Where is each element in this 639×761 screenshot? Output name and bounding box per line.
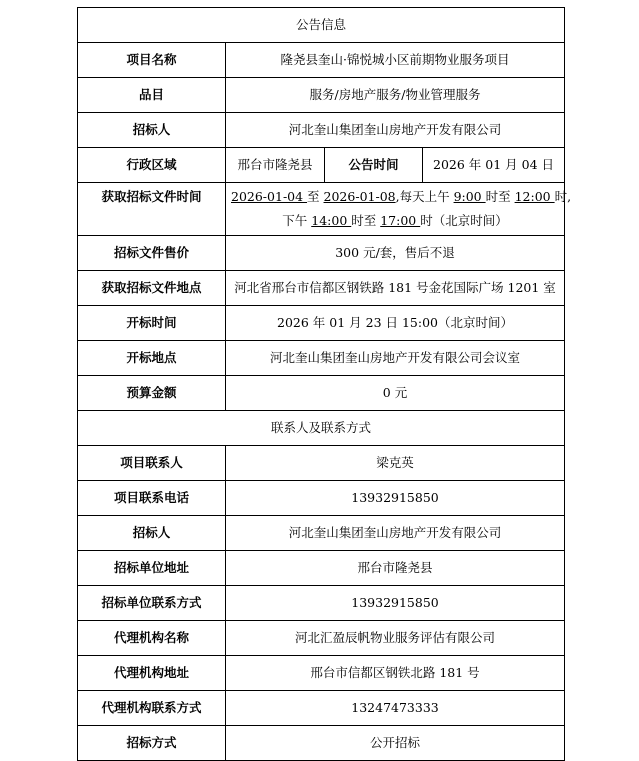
open-place-value: 河北奎山集团奎山房地产开发有限公司会议室 — [226, 341, 565, 376]
contact-row — [78, 726, 565, 761]
contact-value: 邢台市隆尧县 — [226, 551, 565, 586]
text: 时, — [554, 189, 572, 204]
doc-place-label: 获取招标文件地点 — [78, 271, 226, 306]
tenderer-label: 招标人 — [78, 113, 226, 148]
project-name-value: 隆尧县奎山·锦悦城小区前期物业服务项目 — [226, 43, 565, 78]
pm-start: 14:00 — [311, 213, 352, 228]
doc-time-value — [226, 183, 572, 236]
text: 时至 — [485, 189, 515, 204]
table-row — [78, 341, 565, 376]
contact-value: 河北奎山集团奎山房地产开发有限公司 — [226, 516, 565, 551]
table-row — [78, 113, 565, 148]
announce-date-label: 公告时间 — [325, 148, 423, 183]
contact-label: 招标单位地址 — [78, 551, 226, 586]
budget-value: 0 元 — [226, 376, 565, 411]
contact-row — [78, 691, 565, 726]
contact-value: 河北汇盈辰帆物业服务评估有限公司 — [226, 621, 565, 656]
am-start: 9:00 — [453, 189, 486, 204]
contact-label: 项目联系人 — [78, 446, 226, 481]
open-time-label: 开标时间 — [78, 306, 226, 341]
text: ,每天上午 — [395, 189, 454, 204]
table-row — [78, 183, 565, 236]
section-title-announcement: 公告信息 — [78, 8, 565, 43]
tenderer-value: 河北奎山集团奎山房地产开发有限公司 — [226, 113, 565, 148]
announce-date-value: 2026 年 01 月 04 日 — [423, 148, 565, 183]
doc-time-label: 获取招标文件时间 — [78, 183, 226, 236]
contact-row — [78, 656, 565, 691]
contact-row — [78, 481, 565, 516]
text: 下午 — [282, 213, 312, 228]
section-title-contacts: 联系人及联系方式 — [78, 411, 565, 446]
contact-row — [78, 586, 565, 621]
table-row — [78, 43, 565, 78]
contact-value: 13932915850 — [226, 481, 565, 516]
pm-end: 17:00 — [380, 213, 421, 228]
doc-price-label: 招标文件售价 — [78, 236, 226, 271]
contact-value: 13247473333 — [226, 691, 565, 726]
contact-label: 代理机构地址 — [78, 656, 226, 691]
contact-value: 公开招标 — [226, 726, 565, 761]
end-date: 2026-01-08 — [323, 189, 396, 204]
contact-label: 招标单位联系方式 — [78, 586, 226, 621]
table-row — [78, 78, 565, 113]
doc-place-value: 河北省邢台市信都区钢铁路 181 号金花国际广场 1201 室 — [226, 271, 565, 306]
table-row — [78, 271, 565, 306]
budget-label: 预算金额 — [78, 376, 226, 411]
contact-label: 代理机构名称 — [78, 621, 226, 656]
contact-value: 梁克英 — [226, 446, 565, 481]
contact-label: 招标方式 — [78, 726, 226, 761]
text: 至 — [307, 189, 324, 204]
category-label: 品目 — [78, 78, 226, 113]
text: 时至 — [351, 213, 381, 228]
contact-row — [78, 621, 565, 656]
contact-label: 招标人 — [78, 516, 226, 551]
table-row — [78, 376, 565, 411]
open-time-value: 2026 年 01 月 23 日 15:00（北京时间） — [226, 306, 565, 341]
open-place-label: 开标地点 — [78, 341, 226, 376]
table-row — [78, 148, 565, 183]
region-value: 邢台市隆尧县 — [226, 148, 325, 183]
contact-row — [78, 516, 565, 551]
table-row — [78, 306, 565, 341]
contact-row — [78, 551, 565, 586]
table-row — [78, 236, 565, 271]
contact-row — [78, 446, 565, 481]
contact-label: 代理机构联系方式 — [78, 691, 226, 726]
text: 时（北京时间） — [420, 213, 508, 228]
category-value: 服务/房地产服务/物业管理服务 — [226, 78, 565, 113]
am-end: 12:00 — [514, 189, 555, 204]
announcement-table — [77, 7, 572, 761]
doc-price-value: 300 元/套，售后不退 — [226, 236, 565, 271]
project-name-label: 项目名称 — [78, 43, 226, 78]
start-date: 2026-01-04 — [231, 189, 308, 204]
contact-label: 项目联系电话 — [78, 481, 226, 516]
region-label: 行政区域 — [78, 148, 226, 183]
contact-value: 13932915850 — [226, 586, 565, 621]
contact-value: 邢台市信都区钢铁北路 181 号 — [226, 656, 565, 691]
